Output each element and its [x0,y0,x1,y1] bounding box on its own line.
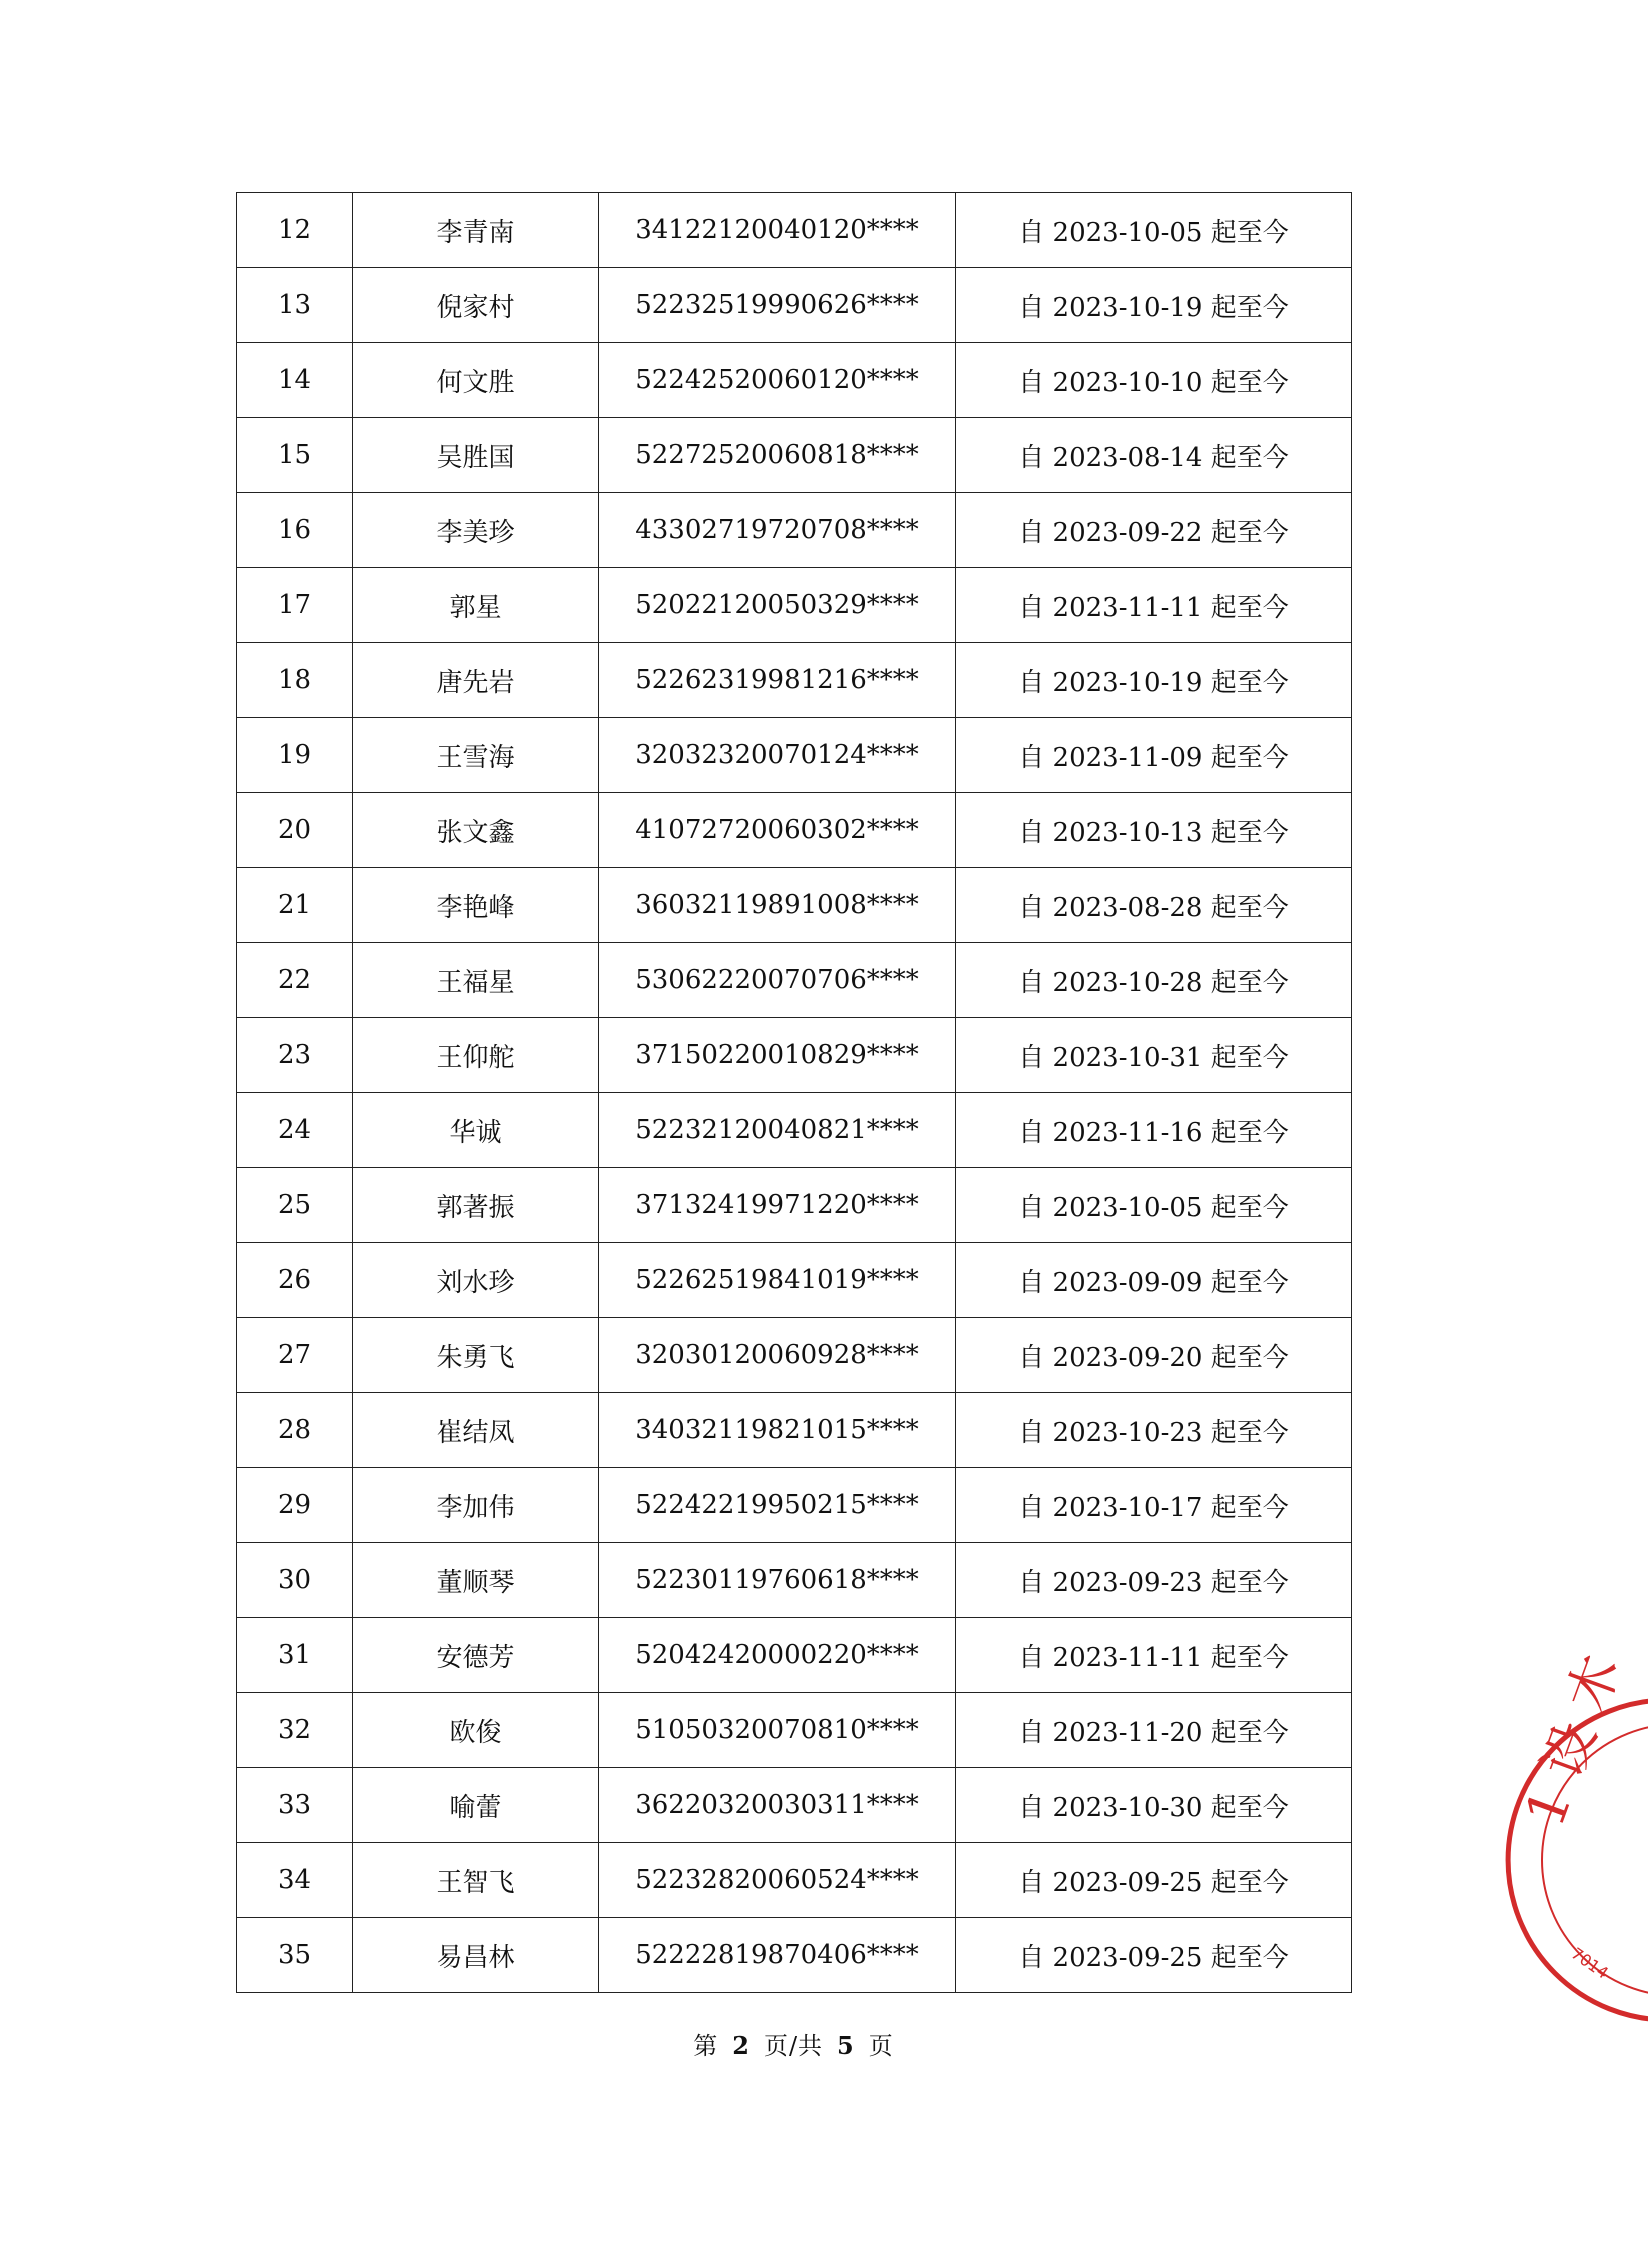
table-row [237,1918,1352,1993]
table-row [237,418,1352,493]
cell-name: 王仰舵 [353,1018,599,1093]
cell-number: 35 [237,1918,353,1993]
cell-id-number: 32032320070124**** [599,718,956,793]
cell-id-number: 36220320030311**** [599,1768,956,1843]
cell-number: 17 [237,568,353,643]
cell-name: 王智飞 [353,1843,599,1918]
cell-name: 张文鑫 [353,793,599,868]
cell-number: 18 [237,643,353,718]
cell-period: 自 2023-08-28 起至今 [956,868,1352,943]
cell-number: 14 [237,343,353,418]
cell-number: 28 [237,1393,353,1468]
cell-period: 自 2023-10-23 起至今 [956,1393,1352,1468]
cell-period: 自 2023-11-11 起至今 [956,568,1352,643]
cell-period: 自 2023-09-20 起至今 [956,1318,1352,1393]
table-row [237,643,1352,718]
cell-name: 李艳峰 [353,868,599,943]
table-row [237,568,1352,643]
employee-table [236,192,1352,1993]
cell-period: 自 2023-10-13 起至今 [956,793,1352,868]
cell-id-number: 53062220070706**** [599,943,956,1018]
cell-id-number: 52232820060524**** [599,1843,956,1918]
cell-number: 26 [237,1243,353,1318]
employee-table-body [237,193,1352,1993]
cell-number: 21 [237,868,353,943]
cell-id-number: 37132419971220**** [599,1168,956,1243]
table-row [237,1168,1352,1243]
cell-id-number: 52042420000220**** [599,1618,956,1693]
cell-number: 16 [237,493,353,568]
table-row [237,1768,1352,1843]
cell-id-number: 52242219950215**** [599,1468,956,1543]
cell-number: 25 [237,1168,353,1243]
table-row [237,1018,1352,1093]
cell-id-number: 52232120040821**** [599,1093,956,1168]
cell-name: 易昌林 [353,1918,599,1993]
cell-id-number: 52222819870406**** [599,1918,956,1993]
cell-period: 自 2023-10-31 起至今 [956,1018,1352,1093]
red-seal-stamp-icon [1513,1646,1648,2040]
footer-prefix: 第 [693,2032,719,2060]
cell-name: 唐先岩 [353,643,599,718]
cell-id-number: 34122120040120**** [599,193,956,268]
cell-number: 31 [237,1618,353,1693]
cell-id-number: 52272520060818**** [599,418,956,493]
cell-id-number: 52262519841019**** [599,1243,956,1318]
current-page-number: 2 [732,2031,750,2060]
cell-id-number: 52022120050329**** [599,568,956,643]
table-row [237,1843,1352,1918]
table-row [237,1318,1352,1393]
table-row [237,1393,1352,1468]
cell-period: 自 2023-10-19 起至今 [956,268,1352,343]
cell-id-number: 52230119760618**** [599,1543,956,1618]
cell-period: 自 2023-11-20 起至今 [956,1693,1352,1768]
cell-name: 李青南 [353,193,599,268]
cell-id-number: 41072720060302**** [599,793,956,868]
cell-period: 自 2023-10-05 起至今 [956,193,1352,268]
cell-name: 王雪海 [353,718,599,793]
cell-name: 李加伟 [353,1468,599,1543]
page-footer [0,2026,1587,2061]
cell-name: 郭星 [353,568,599,643]
cell-period: 自 2023-10-05 起至今 [956,1168,1352,1243]
cell-name: 崔结凤 [353,1393,599,1468]
cell-number: 33 [237,1768,353,1843]
cell-id-number: 32030120060928**** [599,1318,956,1393]
cell-period: 自 2023-10-17 起至今 [956,1468,1352,1543]
cell-id-number: 37150220010829**** [599,1018,956,1093]
cell-name: 华诚 [353,1093,599,1168]
cell-name: 董顺琴 [353,1543,599,1618]
cell-number: 19 [237,718,353,793]
footer-suffix: 页 [868,2032,894,2060]
cell-name: 欧俊 [353,1693,599,1768]
cell-number: 29 [237,1468,353,1543]
cell-name: 吴胜国 [353,418,599,493]
cell-period: 自 2023-11-16 起至今 [956,1093,1352,1168]
table-row [237,343,1352,418]
cell-period: 自 2023-10-28 起至今 [956,943,1352,1018]
cell-id-number: 51050320070810**** [599,1693,956,1768]
cell-number: 24 [237,1093,353,1168]
cell-name: 李美珍 [353,493,599,568]
cell-period: 自 2023-10-19 起至今 [956,643,1352,718]
table-row [237,268,1352,343]
cell-id-number: 43302719720708**** [599,493,956,568]
cell-period: 自 2023-11-09 起至今 [956,718,1352,793]
cell-number: 32 [237,1693,353,1768]
cell-period: 自 2023-08-14 起至今 [956,418,1352,493]
cell-number: 34 [237,1843,353,1918]
cell-name: 喻蕾 [353,1768,599,1843]
table-row [237,193,1352,268]
cell-name: 刘水珍 [353,1243,599,1318]
cell-number: 27 [237,1318,353,1393]
table-row [237,718,1352,793]
cell-period: 自 2023-09-23 起至今 [956,1543,1352,1618]
table-row [237,868,1352,943]
cell-number: 15 [237,418,353,493]
cell-period: 自 2023-09-25 起至今 [956,1918,1352,1993]
cell-name: 倪家村 [353,268,599,343]
cell-id-number: 36032119891008**** [599,868,956,943]
seal-fragment-digits: 7014 [1567,1943,1612,1983]
table-row [237,1618,1352,1693]
seal-fragment-text: 1 设 木 [1513,1646,1633,1835]
cell-number: 30 [237,1543,353,1618]
table-row [237,1468,1352,1543]
table-row [237,793,1352,868]
cell-id-number: 52242520060120**** [599,343,956,418]
cell-period: 自 2023-09-25 起至今 [956,1843,1352,1918]
table-row [237,1543,1352,1618]
cell-period: 自 2023-09-09 起至今 [956,1243,1352,1318]
footer-middle: 页/共 [763,2032,824,2060]
cell-name: 郭著振 [353,1168,599,1243]
cell-id-number: 52262319981216**** [599,643,956,718]
cell-number: 12 [237,193,353,268]
cell-name: 安德芳 [353,1618,599,1693]
table-row [237,1693,1352,1768]
table-row [237,493,1352,568]
cell-period: 自 2023-10-30 起至今 [956,1768,1352,1843]
cell-number: 20 [237,793,353,868]
cell-name: 王福星 [353,943,599,1018]
cell-id-number: 34032119821015**** [599,1393,956,1468]
table-row [237,1243,1352,1318]
cell-number: 23 [237,1018,353,1093]
cell-period: 自 2023-10-10 起至今 [956,343,1352,418]
cell-period: 自 2023-09-22 起至今 [956,493,1352,568]
cell-id-number: 52232519990626**** [599,268,956,343]
table-row [237,943,1352,1018]
cell-name: 何文胜 [353,343,599,418]
cell-period: 自 2023-11-11 起至今 [956,1618,1352,1693]
cell-name: 朱勇飞 [353,1318,599,1393]
table-row [237,1093,1352,1168]
total-pages-number: 5 [837,2031,855,2060]
cell-number: 13 [237,268,353,343]
cell-number: 22 [237,943,353,1018]
